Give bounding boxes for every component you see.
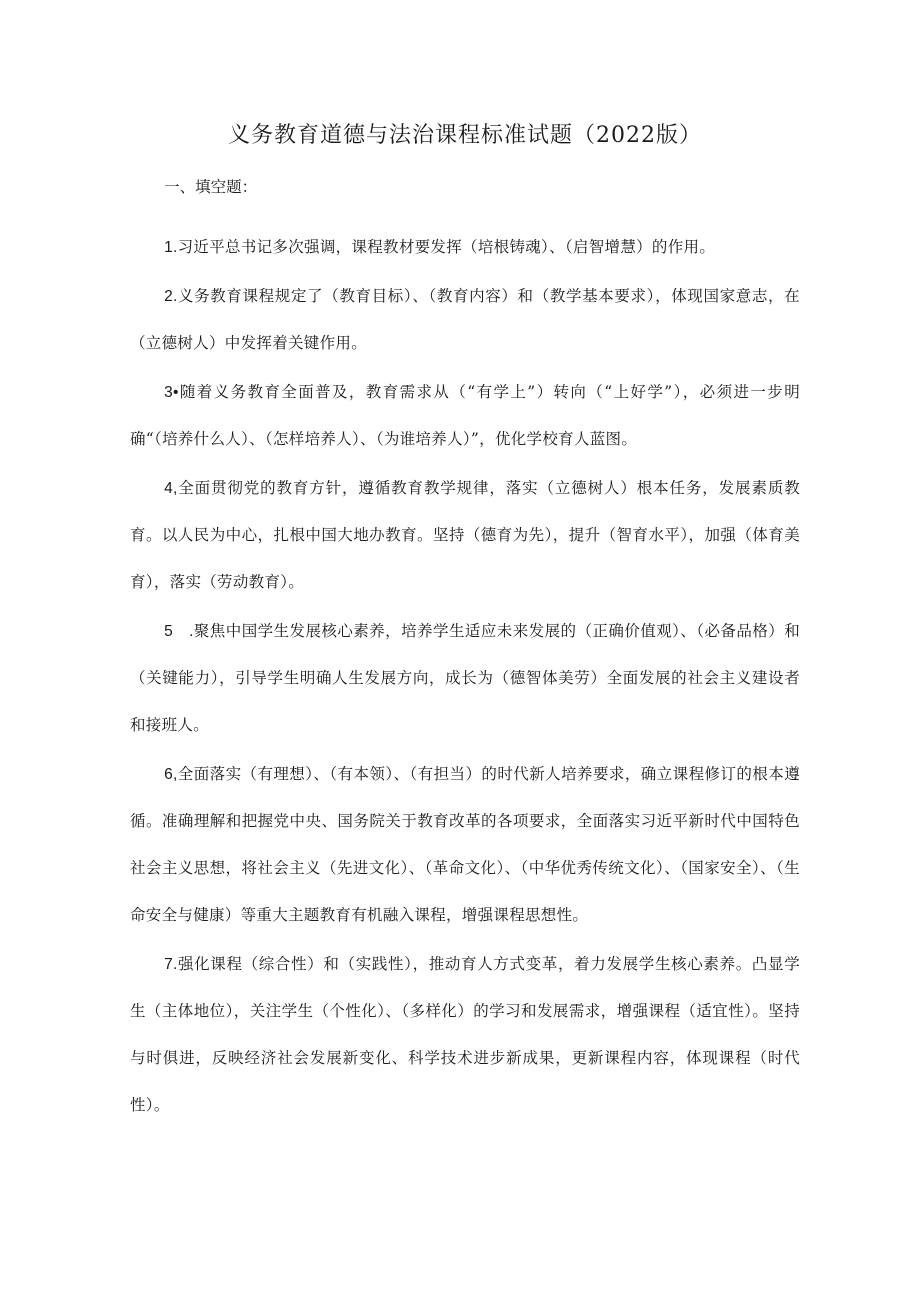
question-text: 全面贯彻党的教育方针，遵循教育教学规律，落实（立德树人）根本任务，发展素质教育。以人民为中心，扎根中国大地办教育。坚持（德育为先），提升（智育水平），加强（体育美育），落实（劳动教育）。 [130,479,800,591]
question-number: 4, [164,480,178,497]
question-3 [130,369,800,463]
question-number: 5 . [164,623,194,640]
section-heading: 一、填空题： [164,178,258,196]
question-text: 随着义务教育全面普及，教育需求从（“有学上”）转向（“上好学”），必须进一步明确“（培养什么人）、（怎样培养人）、（为谁培养人）”，优化学校育人蓝图。 [130,383,800,448]
question-text: 强化课程（综合性）和（实践性），推动育人方式变革，着力发展学生核心素养。凸显学生（主体地位），关注学生（个性化）、（多样化）的学习和发展需求，增强课程（适宜性）。坚持与时俱进，反映经济社会发展新变化、科学技术进步新成果，更新课程内容，体现课程（时代性）。 [130,955,800,1114]
question-number: 3• [164,384,179,401]
question-text: 习近平总书记多次强调，课程教材要发挥（培根铸魂）、（启智增慧）的作用。 [177,238,716,256]
question-number: 7. [164,956,178,973]
question-number: 1. [164,239,178,256]
question-number: 2. [164,288,178,305]
question-7 [130,941,800,1129]
question-text: 全面落实（有理想）、（有本领）、（有担当）的时代新人培养要求，确立课程修订的根本遵循。准确理解和把握党中央、国务院关于教育改革的各项要求，全面落实习近平新时代中国特色社会主义思想，将社会主义（先进文化）、（革命文化）、（中华优秀传统文化）、（国家安全）、（生命安全与健康）等重大主题教育有机融入课程，增强课程思想性。 [130,765,800,924]
question-number: 6, [164,766,178,783]
question-text: 义务教育课程规定了（教育目标）、（教育内容）和（教学基本要求），体现国家意志，在（立德树人）中发挥着关键作用。 [130,287,800,352]
question-5 [130,608,800,749]
question-text: 聚焦中国学生发展核心素养，培养学生适应未来发展的（正确价值观）、（必备品格）和（关键能力），引导学生明确人生发展方向，成长为（德智体美劳）全面发展的社会主义建设者和接班人。 [130,622,801,734]
question-1 [130,224,800,271]
document-title: 义务教育道德与法治课程标准试题（2022版） [228,123,702,148]
question-4 [130,465,800,606]
question-2 [130,273,800,367]
question-6 [130,751,800,939]
